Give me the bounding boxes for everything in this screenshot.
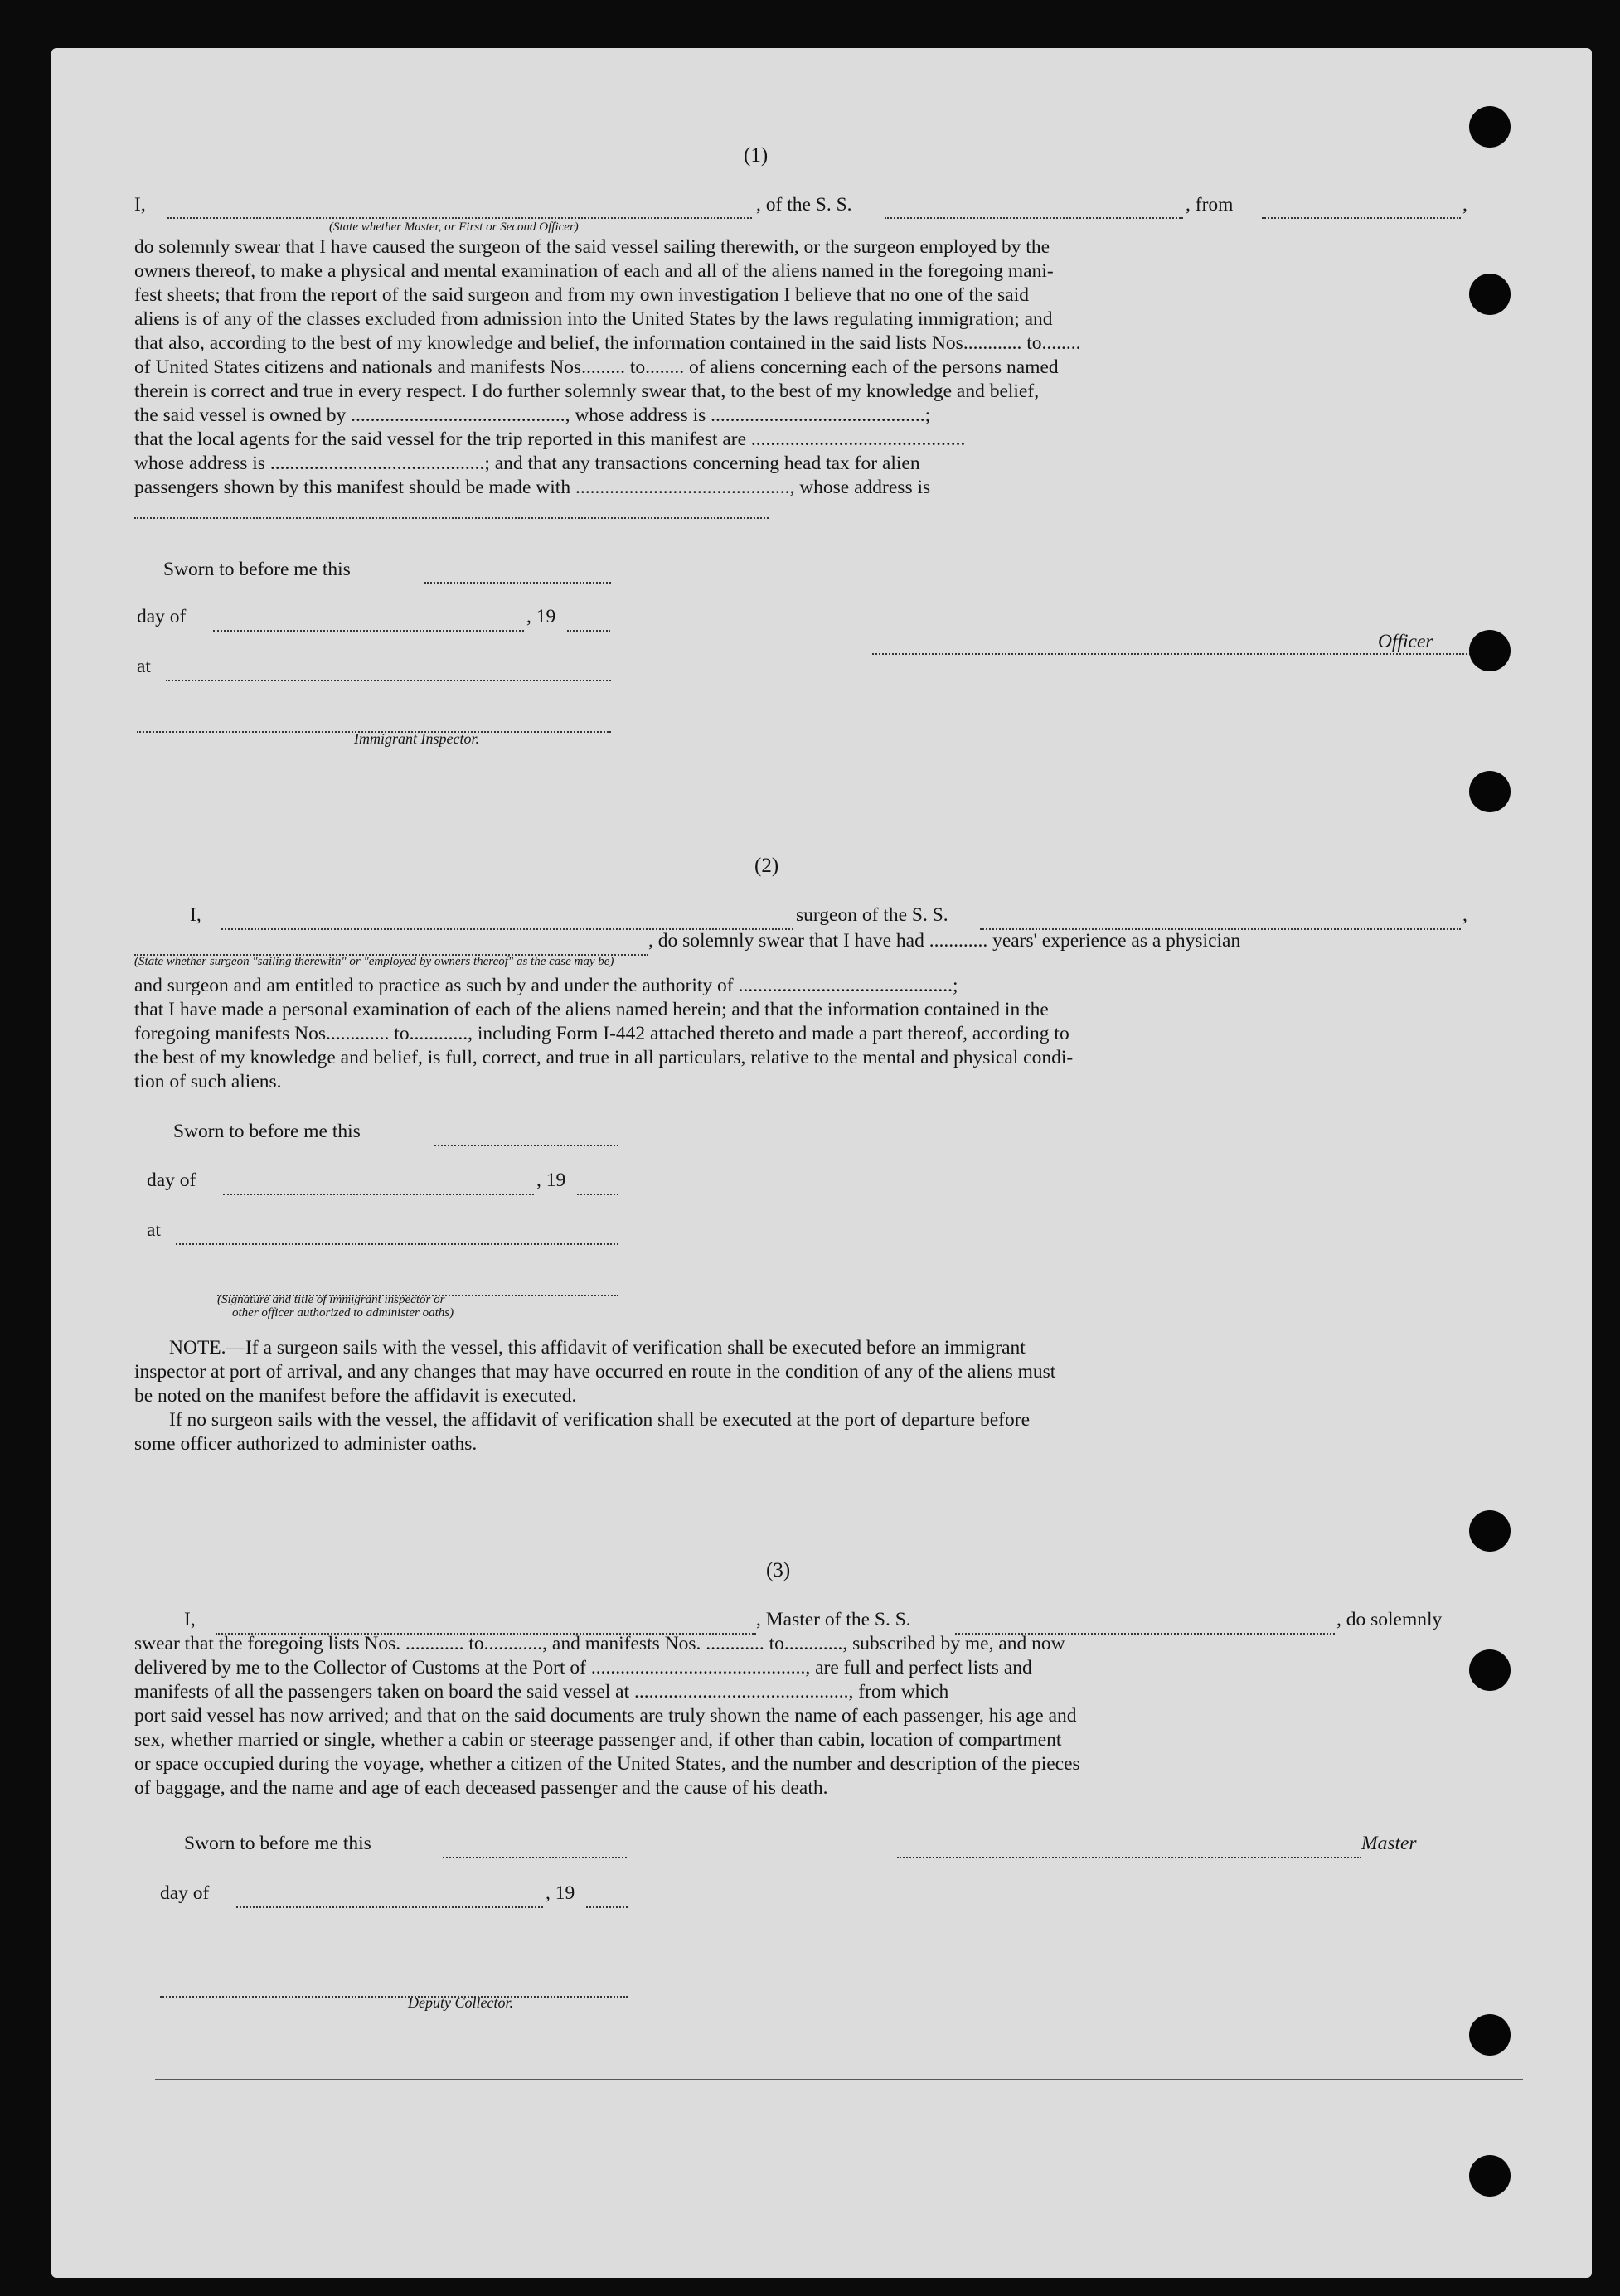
section-2-swear: , do solemnly swear that I have had ............ years' experience as a physician — [648, 930, 1241, 952]
binder-hole — [1469, 2155, 1511, 2197]
deputy-label: Deputy Collector. — [408, 1994, 513, 2011]
paragraph-line: delivered by me to the Collector of Customs at the Port of ............................................, are full and perfect lists and — [134, 1657, 1032, 1678]
section-2-surgeon-of: surgeon of the S. S. — [796, 904, 948, 926]
year-field-2[interactable] — [577, 1179, 618, 1195]
binder-hole — [1469, 2014, 1511, 2056]
section-1-from: , from — [1186, 194, 1234, 216]
binder-hole — [1469, 630, 1511, 671]
binder-hole — [1469, 274, 1511, 315]
year-field-3[interactable] — [586, 1892, 628, 1908]
section-1-at: at — [137, 656, 151, 677]
note-line: inspector at port of arrival, and any changes that may have occurred en route in the condition of any of the aliens must — [134, 1361, 1056, 1383]
binder-hole — [1469, 1510, 1511, 1552]
paragraph-line: of United States citizens and nationals and manifests Nos......... to........ of aliens concerning each of the persons named — [134, 356, 1059, 378]
section-1-line1-i: I, — [134, 194, 146, 216]
section-3-sworn: Sworn to before me this — [184, 1833, 371, 1854]
binder-hole — [1469, 106, 1511, 148]
paragraph-line: tion of such aliens. — [134, 1071, 282, 1092]
paragraph-line: the said vessel is owned by ............................................, whose address is ............................................; — [134, 404, 931, 426]
paragraph-line: aliens is of any of the classes excluded from admission into the United States by the laws regulating immigration; and — [134, 308, 1053, 330]
paragraph-line: manifests of all the passengers taken on board the said vessel at ............................................, from which — [134, 1681, 949, 1703]
agent-address-field[interactable] — [134, 502, 769, 519]
paragraph-line: that also, according to the best of my knowledge and belief, the information contained in the said lists Nos............ to........ — [134, 332, 1081, 354]
note-line: NOTE.—If a surgeon sails with the vessel, this affidavit of verification shall be executed before an immigrant — [169, 1337, 1026, 1359]
master-label: Master — [1361, 1833, 1417, 1854]
paragraph-line: or space occupied during the voyage, whether a citizen of the United States, and the number and description of the pieces — [134, 1753, 1080, 1775]
section-2-at: at — [147, 1219, 161, 1241]
section-3-year: , 19 — [546, 1882, 575, 1904]
officer-rank-field[interactable] — [167, 202, 752, 219]
master-signature-field[interactable] — [897, 1842, 1361, 1858]
paragraph-line: swear that the foregoing lists Nos. ............ to............, and manifests Nos. ............ to............, subscribed by me, and now — [134, 1633, 1065, 1654]
place-field-1[interactable] — [166, 665, 611, 681]
section-2-comma: , — [1462, 904, 1467, 926]
section-1-comma: , — [1462, 194, 1467, 216]
section-3-number: (3) — [766, 1559, 791, 1582]
paragraph-line: fest sheets; that from the report of the said surgeon and from my own investigation I believe that no one of the said — [134, 284, 1029, 306]
paragraph-line: owners thereof, to make a physical and mental examination of each and all of the aliens named in the foregoing mani- — [134, 260, 1054, 282]
section-3-i: I, — [184, 1609, 196, 1630]
section-2-sworn: Sworn to before me this — [173, 1121, 361, 1142]
paragraph-line: port said vessel has now arrived; and that on the said documents are truly shown the name of each passenger, his age and — [134, 1705, 1077, 1727]
surgeon-name-field[interactable] — [221, 913, 793, 930]
day-field-2[interactable] — [223, 1179, 534, 1195]
section-1-sworn: Sworn to before me this — [163, 559, 351, 580]
sworn-field-3[interactable] — [443, 1842, 627, 1858]
section-1-day-of: day of — [137, 606, 187, 627]
section-1-number: (1) — [744, 144, 769, 167]
binder-hole — [1469, 1649, 1511, 1691]
surgeon-note: (State whether surgeon "sailing therewith" or "employed by owners thereof" as the case may be) — [134, 955, 614, 968]
paragraph-line: do solemnly swear that I have caused the surgeon of the said vessel sailing therewith, or the surgeon employed by the — [134, 236, 1050, 258]
section-3-do-solemnly: , do solemnly — [1336, 1609, 1443, 1630]
paragraph-line: and surgeon and am entitled to practice as such by and under the authority of ............................................; — [134, 975, 958, 996]
section-2-day-of: day of — [147, 1170, 196, 1191]
paragraph-line: the best of my knowledge and belief, is full, correct, and true in all particulars, relative to the mental and physical condi- — [134, 1047, 1074, 1068]
officer-label: Officer — [1378, 631, 1433, 652]
paragraph-line: sex, whether married or single, whether a cabin or steerage passenger and, if other than cabin, location of compartment — [134, 1729, 1062, 1751]
note-line: If no surgeon sails with the vessel, the affidavit of verification shall be executed at the port of departure before — [169, 1409, 1030, 1431]
paragraph-line: therein is correct and true in every respect. I do further solemnly swear that, to the best of my knowledge and belief, — [134, 380, 1040, 402]
section-1-year: , 19 — [526, 606, 556, 627]
day-field-3[interactable] — [236, 1892, 543, 1908]
binder-hole — [1469, 771, 1511, 812]
signature-note-2: other officer authorized to administer oaths) — [232, 1306, 454, 1320]
officer-note: (State whether Master, or First or Second Officer) — [329, 220, 579, 234]
bottom-rule — [155, 2079, 1523, 2080]
sworn-field-1[interactable] — [424, 567, 611, 584]
inspector-label: Immigrant Inspector. — [354, 730, 479, 747]
surgeon-vessel-field[interactable] — [980, 913, 1461, 930]
section-2-number: (2) — [754, 855, 779, 877]
year-field-1[interactable] — [567, 615, 610, 632]
section-3-master-of: , Master of the S. S. — [756, 1609, 911, 1630]
paragraph-line: whose address is ............................................; and that any transactions concerning head tax for alien — [134, 453, 920, 474]
departure-port-field[interactable] — [1262, 202, 1461, 219]
paragraph-line: passengers shown by this manifest should be made with ............................................, whose address is — [134, 477, 931, 498]
signature-note-1: (Signature and title of immigrant inspector or — [217, 1293, 445, 1306]
surgeon-status-field[interactable] — [134, 939, 648, 956]
day-field-1[interactable] — [213, 615, 524, 632]
paragraph-line: that the local agents for the said vessel for the trip reported in this manifest are ............................................ — [134, 429, 966, 450]
bleed-through-text — [383, 545, 1258, 569]
note-line: be noted on the manifest before the affidavit is executed. — [134, 1385, 577, 1407]
place-field-2[interactable] — [176, 1228, 618, 1245]
paragraph-line: foregoing manifests Nos............. to............, including Form I-442 attached thereto and made a part thereof, according to — [134, 1023, 1069, 1044]
vessel-name-field[interactable] — [885, 202, 1183, 219]
section-2-i: I, — [190, 904, 201, 926]
document-page — [51, 48, 1592, 2278]
paragraph-line: of baggage, and the name and age of each deceased passenger and the cause of his death. — [134, 1777, 828, 1799]
section-2-year: , 19 — [536, 1170, 566, 1191]
sworn-field-2[interactable] — [434, 1130, 618, 1146]
paragraph-line: that I have made a personal examination of each of the aliens named herein; and that the information contained in the — [134, 999, 1049, 1020]
note-line: some officer authorized to administer oaths. — [134, 1433, 478, 1455]
deputy-signature-field[interactable] — [160, 1981, 628, 1998]
section-3-day-of: day of — [160, 1882, 210, 1904]
section-1-of-ss: , of the S. S. — [756, 194, 852, 216]
